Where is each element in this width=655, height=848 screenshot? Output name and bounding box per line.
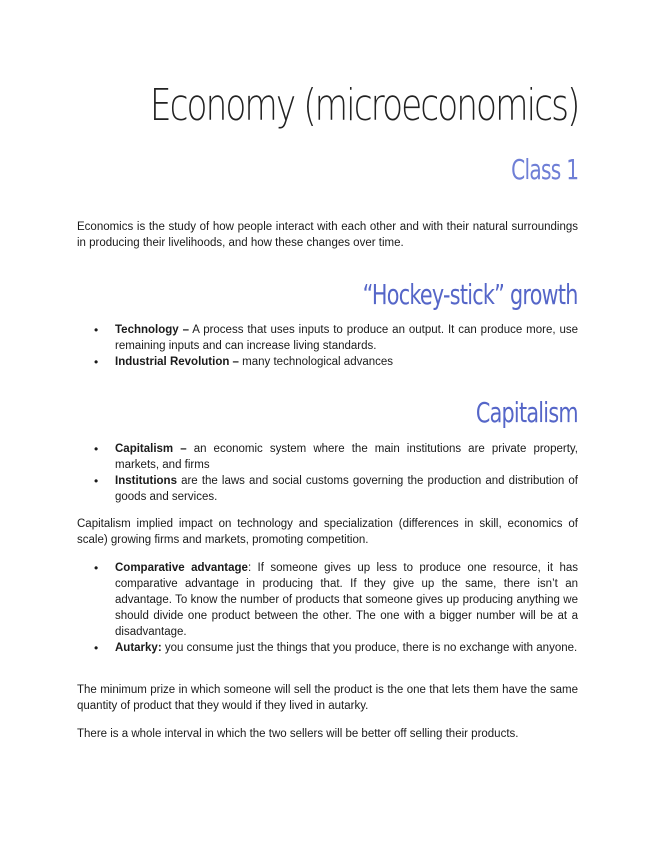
- bullet-term: Capitalism –: [115, 443, 187, 455]
- bullet-icon: •: [94, 442, 99, 456]
- bullet-list-trade: [77, 560, 578, 656]
- bullet-term: Autarky:: [115, 642, 162, 654]
- page-title: Economy (microeconomics): [149, 80, 578, 131]
- bullet-text: you consume just the things that you produce, there is no exchange with anyone.: [161, 642, 578, 654]
- bullet-text: an economic system where the main institutions are private property, markets, and firms: [115, 443, 578, 471]
- closing-paragraph-price: The minimum prize in which someone will sell the product is the one that lets them have the same quantity of product that they would if they lived in autarky.: [77, 684, 578, 712]
- section-heading-capitalism: Capitalism: [476, 396, 578, 429]
- section-heading-hockey-stick: “Hockey-stick” growth: [362, 278, 578, 311]
- closing-paragraph-interval: There is a whole interval in which the two sellers will be better off selling their products.: [77, 728, 519, 740]
- capitalism-paragraph: Capitalism implied impact on technology and specialization (differences in skill, economics of scale) growing firms and markets, promoting competition.: [77, 518, 578, 546]
- list-item: [77, 560, 578, 640]
- bullet-term: Technology –: [115, 324, 189, 336]
- list-item: [77, 322, 578, 354]
- page-subtitle: Class 1: [510, 153, 578, 186]
- bullet-icon: •: [94, 641, 99, 655]
- list-item: [77, 441, 578, 473]
- bullet-term: Institutions: [115, 475, 177, 487]
- list-item: [77, 473, 578, 505]
- bullet-text: A process that uses inputs to produce an output. It can produce more, use remaining inputs and can increase living standards.: [115, 324, 578, 352]
- bullet-term: Industrial Revolution –: [115, 356, 239, 368]
- bullet-text: are the laws and social customs governing the production and distribution of goods and services.: [115, 475, 578, 503]
- bullet-icon: •: [94, 474, 99, 488]
- list-item: [77, 354, 578, 370]
- intro-paragraph: Economics is the study of how people interact with each other and with their natural surroundings in producing their livelihoods, and how these changes over time.: [77, 221, 578, 249]
- bullet-icon: •: [94, 355, 99, 369]
- bullet-list-capitalism: [77, 441, 578, 505]
- list-item: [77, 640, 578, 656]
- bullet-term: Comparative advantage: [115, 562, 248, 574]
- bullet-text: many technological advances: [238, 356, 394, 368]
- bullet-text: : If someone gives up less to produce one resource, it has comparative advantage in producing that. If they give up the same, there isn’t an advantage. To know the number of products that someone gives up producing anything we should divide one product between the other. The one with a bigger number will be at a disadvantage.: [115, 562, 578, 638]
- bullet-icon: •: [94, 323, 99, 337]
- bullet-icon: •: [94, 561, 99, 575]
- bullet-list-growth: [77, 322, 578, 370]
